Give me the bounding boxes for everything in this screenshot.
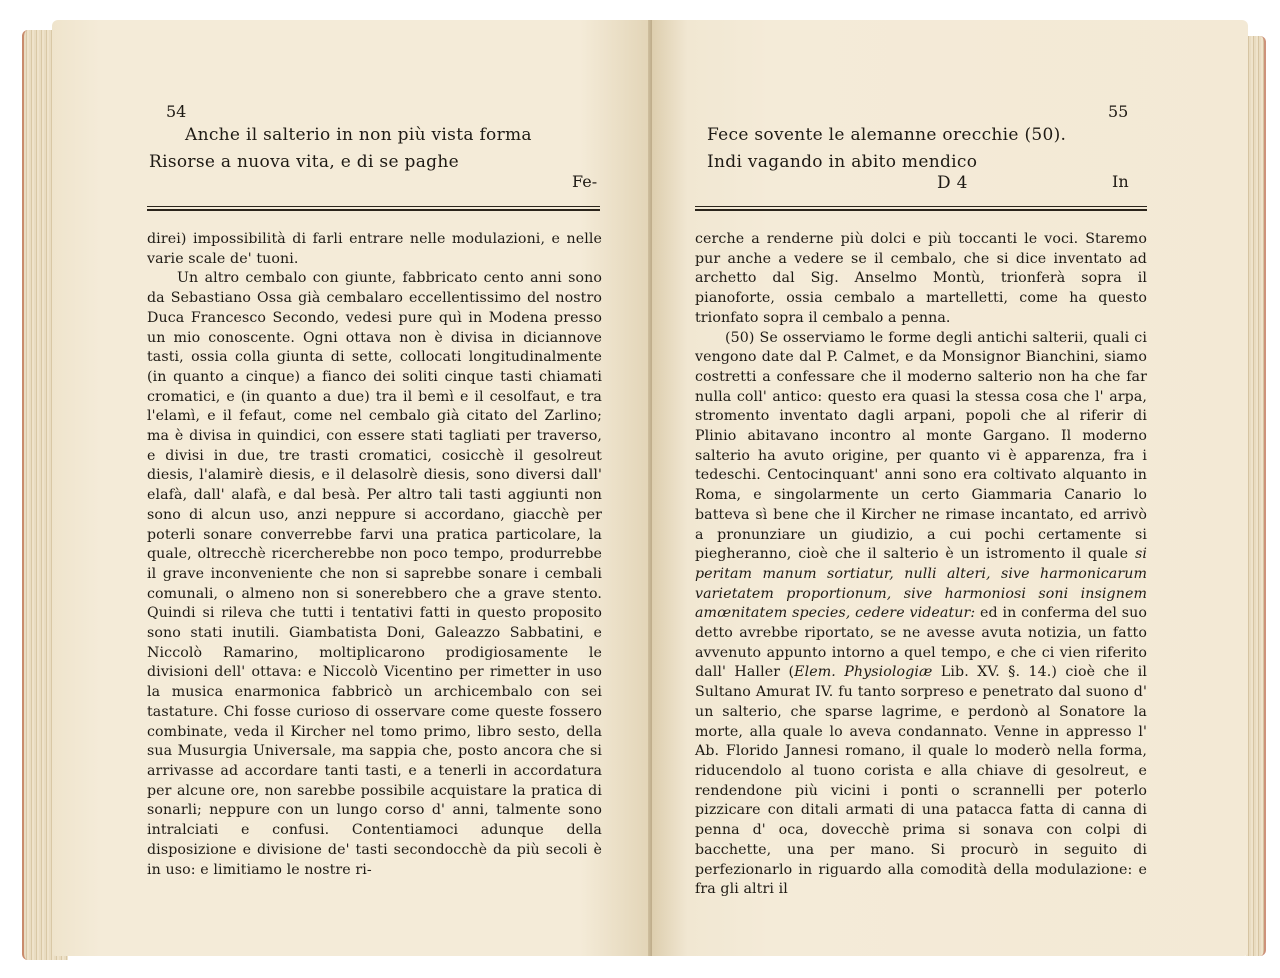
verse-line: Risorse a nuova vita, e di se paghe	[149, 152, 459, 172]
paragraph: cerche a renderne più dolci e più toccanti le voci. Staremo pur anche a vedere se il cembalo, che si dice inventato ad archetto dal Sig. Anselmo Montù, trionferà sopra il pianoforte, ossia cembalo a martelletti, come ha questo trionfato sopra il cembalo a penna.	[695, 231, 1147, 326]
header-rule	[147, 206, 600, 211]
paragraph: direi) impossibilità di farli entrare nelle modulazioni, e nelle varie scale de' tuoni.	[147, 231, 602, 267]
verse-line: Fece sovente le alemanne orecchie (50).	[707, 125, 1067, 145]
paragraph-text: (50) Se osserviamo le forme degli antichi salterii, quali ci vengono date dal P. Calmet, e da Monsignor Bianchini, siamo costretti a confessare che il moderno salterio non ha che far nulla coll' antico: questo era quasi la stessa cosa che l' arpa, stromento inventato dagli arpani, popoli che al riferir di Plinio abitavano incontro al monte Gargano. Il moderno salterio ha avuto origine, per quanto vi è apparenza, fra i tedeschi. Centocinquant' anni sono era coltivato alquanto in Roma, e singolarmente un certo Giammaria Canario lo batteva sì bene che il Kircher ne rimase incantato, ed arrivò a pronunziare un giudizio, a cui pochi certamente si piegheranno, cioè che il salterio è un istromento il quale	[695, 329, 1147, 563]
header-rule	[695, 206, 1147, 211]
catchword-left: Fe-	[572, 172, 598, 191]
page-number-left: 54	[166, 102, 187, 121]
right-page	[652, 20, 1248, 956]
page-edges-right	[1246, 36, 1266, 956]
paragraph: Un altro cembalo con giunte, fabbricato cento anni sono da Sebastiano Ossa già cembalaro eccellentissimo del nostro Duca Francesco Secondo, vedesi pure quì in Modena presso un mio conoscente. Ogni ottava non è divisa in diciannove tasti, ossia colla giunta di sette, collocati longitudinalmente (in quanto a cinque) a fianco dei soliti cinque tasti chiamati cromatici, e (in quanto a due) tra il bemì e il cesolfaut, e tra l'elamì, e il fefaut, come nel cembalo già citato del Zarlino; ma è divisa in quindici, con essere stati tagliati per traverso, e divisi in due, tre trasti cromatici, cosicchè il gesolreut diesis, l'alamirè diesis, e il delasolrè diesis, sono diversi dall' elafà, dall' alafà, e dal besà. Per altro tali tasti aggiunti non sono di alcun uso, anzi neppure si accordano, giacchè per poterli sonare converrebbe farvi una pratica particolare, la quale, oltrecchè ricercherebbe non poco tempo, produrrebbe il grave inconveniente che non si saprebbe sonare i cembali comunali, o almeno non si sonerebbero che a grave stento. Quindi si rileva che tutti i tentativi fatti in questo proposito sono stati inutili. Giambatista Doni, Galeazzo Sabbatini, e Niccolò Ramarino, moltiplicarono prodigiosamente le divisioni dell' ottava: e Niccolò Vicentino per rimetter in uso la musica enarmonica fabbricò un archicembalo con sei tastature. Chi fosse curioso di osservare come queste fossero combinate, veda il Kircher nel tomo primo, libro sesto, della sua Musurgia Universale, ma sappia che, posto ancora che si arrivasse ad accordare tanti tasti, e a tenerli in accordatura per alcune ore, non sarebbe possibile acquistare la pratica di sonarli; neppure con un lungo corso d' anni, talmente sono intralciati e confusi. Contentiamoci adunque della disposizione e divisione de' tasti secondocchè da più secoli è in uso: e limitiamo le nostre ri-	[147, 270, 602, 878]
right-prose	[695, 230, 1147, 900]
left-prose	[147, 230, 602, 880]
paragraph-text: Lib. XV. §. 14.) cioè che il Sultano Amurat IV. fu tanto sorpreso e penetrato dal suono d' un salterio, che sparse lagrime, e perdonò al Sonatore la morte, alla quale lo aveva condannato. Venne in appresso l' Ab. Florido Jannesi romano, il quale lo moderò nella forma, riducendolo al tuono corista e alla chiave di gesolreut, e rendendone più vicini i ponti o scrannelli per poterlo pizzicare con ditali armati di una patacca fatta di canna di penna d' oca, dovecchè prima si sonava con colpi di bacchette, una per mano. Si procurò in seguito di perfezionarlo in riguardo alla comodità della modulazione: e fra gli altri il	[695, 664, 1147, 898]
left-page	[52, 20, 652, 956]
verse-line: Indi vagando in abito mendico	[707, 152, 978, 172]
citation-title: Elem. Physiologiæ	[794, 664, 933, 681]
paragraph	[695, 329, 1147, 900]
paragraph-text: ed in conferma del suo detto avrebbe riportato, se ne avesse avuta notizia, un fatto avvenuto appunto intorno a quel tempo, e che ci vien riferito dall' Haller (	[695, 605, 1147, 681]
signature-mark: D 4	[937, 173, 968, 193]
open-book	[22, 14, 1266, 972]
verse-line: Anche il salterio in non più vista forma	[185, 125, 532, 145]
catchword-right: In	[1112, 172, 1129, 191]
page-number-right: 55	[1108, 102, 1129, 121]
latin-quote: si peritam manum sortiatur, nulli alteri, sive harmonicarum varietatem proportionum, sive harmoniosi soni insignem amœnitatem species, cedere videatur:	[695, 546, 1147, 622]
